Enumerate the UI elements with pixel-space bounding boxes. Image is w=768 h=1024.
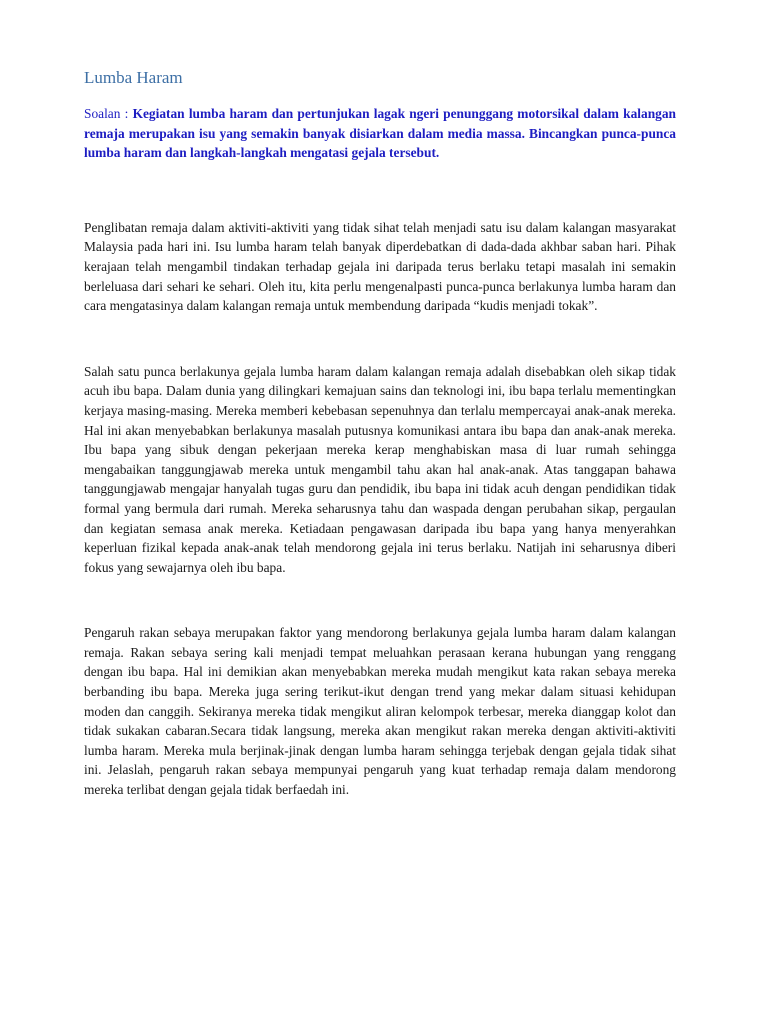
paragraph-peer-influence: Pengaruh rakan sebaya merupakan faktor yang mendorong berlakunya gejala lumba haram dalam kalangan remaja. Rakan sebaya sering kali menjadi tempat meluahkan perasaan kerana hubungan yang renggang dengan ibu bapa. Hal ini demikian akan menyebabkan mereka mudah mengikut kata rakan sebaya mereka berbanding ibu bapa. Mereka juga sering terikut-ikut dengan trend yang mekar dalam situasi kehidupan moden dan canggih. Sekiranya mereka tidak mengikut aliran kelompok terbesar, mereka dianggap kolot dan tidak sukakan cabaran.Secara tidak langsung, mereka akan mengikut rakan mereka dengan aktiviti-aktiviti lumba haram. Mereka mula berjinak-jinak dengan lumba haram sehingga terjebak dengan gejala tidak sihat ini. Jelaslah, pengaruh rakan sebaya mempunyai pengaruh yang kuat terhadap remaja dalam mendorong mereka terlibat dengan gejala tidak berfaedah ini. [84,625,676,798]
document-title: Lumba Haram [84,68,183,87]
paragraph-introduction: Penglibatan remaja dalam aktiviti-aktiviti yang tidak sihat telah menjadi satu isu dalam kalangan masyarakat Malaysia pada hari ini. Isu lumba haram telah banyak diperdebatkan di dada-dada akhbar saban hari. Pihak kerajaan telah mengambil tindakan terhadap gejala ini daripada terus berlaku tetapi masalah ini semakin berleluasa dari sehari ke sehari. Oleh itu, kita perlu mengenalpasti punca-punca berlakunya lumba haram dan cara mengatasinya dalam kalangan remaja untuk membendung daripada “kudis menjadi tokak”. [84,219,676,314]
paragraph-parents-attitude: Salah satu punca berlakunya gejala lumba haram dalam kalangan remaja adalah disebabkan oleh sikap tidak acuh ibu bapa. Dalam dunia yang dilingkari kemajuan sains dan teknologi ini, ibu bapa terlalu mementingkan kerjaya masing-masing. Mereka memberi kebebasan sepenuhnya dan terlalu mempercayai anak-anak mereka. Hal ini akan menyebabkan berlakunya masalah putusnya komunikasi antara ibu bapa dan anak-anak mereka. Ibu bapa yang sibuk dengan pekerjaan mereka kerap menghabiskan masa di luar rumah sehingga mengabaikan tanggungjawab mereka untuk mengambil tahu akan hal anak-anak. Atas tanggapan bahawa tanggungjawab mengajar hanyalah tugas guru dan pendidik, ibu bapa ini tidak acuh dengan pendidikan tidak formal yang bermula dari rumah. Mereka seharusnya tahu dan waspada dengan perubahan sikap, pergaulan dan kegiatan semasa anak mereka. Ketiadaan pengawasan daripada ibu bapa yang hanya menyerahkan keperluan fizikal kepada anak-anak telah mendorong gejala ini terus berlaku. Natijah ini seharusnya diberi fokus yang sewajarnya oleh ibu bapa. [84,363,676,575]
document-page [84,66,676,800]
question-label: Soalan : [84,106,129,121]
question-block [84,104,676,163]
question-text: Kegiatan lumba haram dan pertunjukan lagak ngeri penunggang motorsikal dalam kalangan remaja merupakan isu yang semakin banyak disiarkan dalam media massa. Bincangkan punca-punca lumba haram dan langkah-langkah mengatasi gejala tersebut. [84,106,676,161]
